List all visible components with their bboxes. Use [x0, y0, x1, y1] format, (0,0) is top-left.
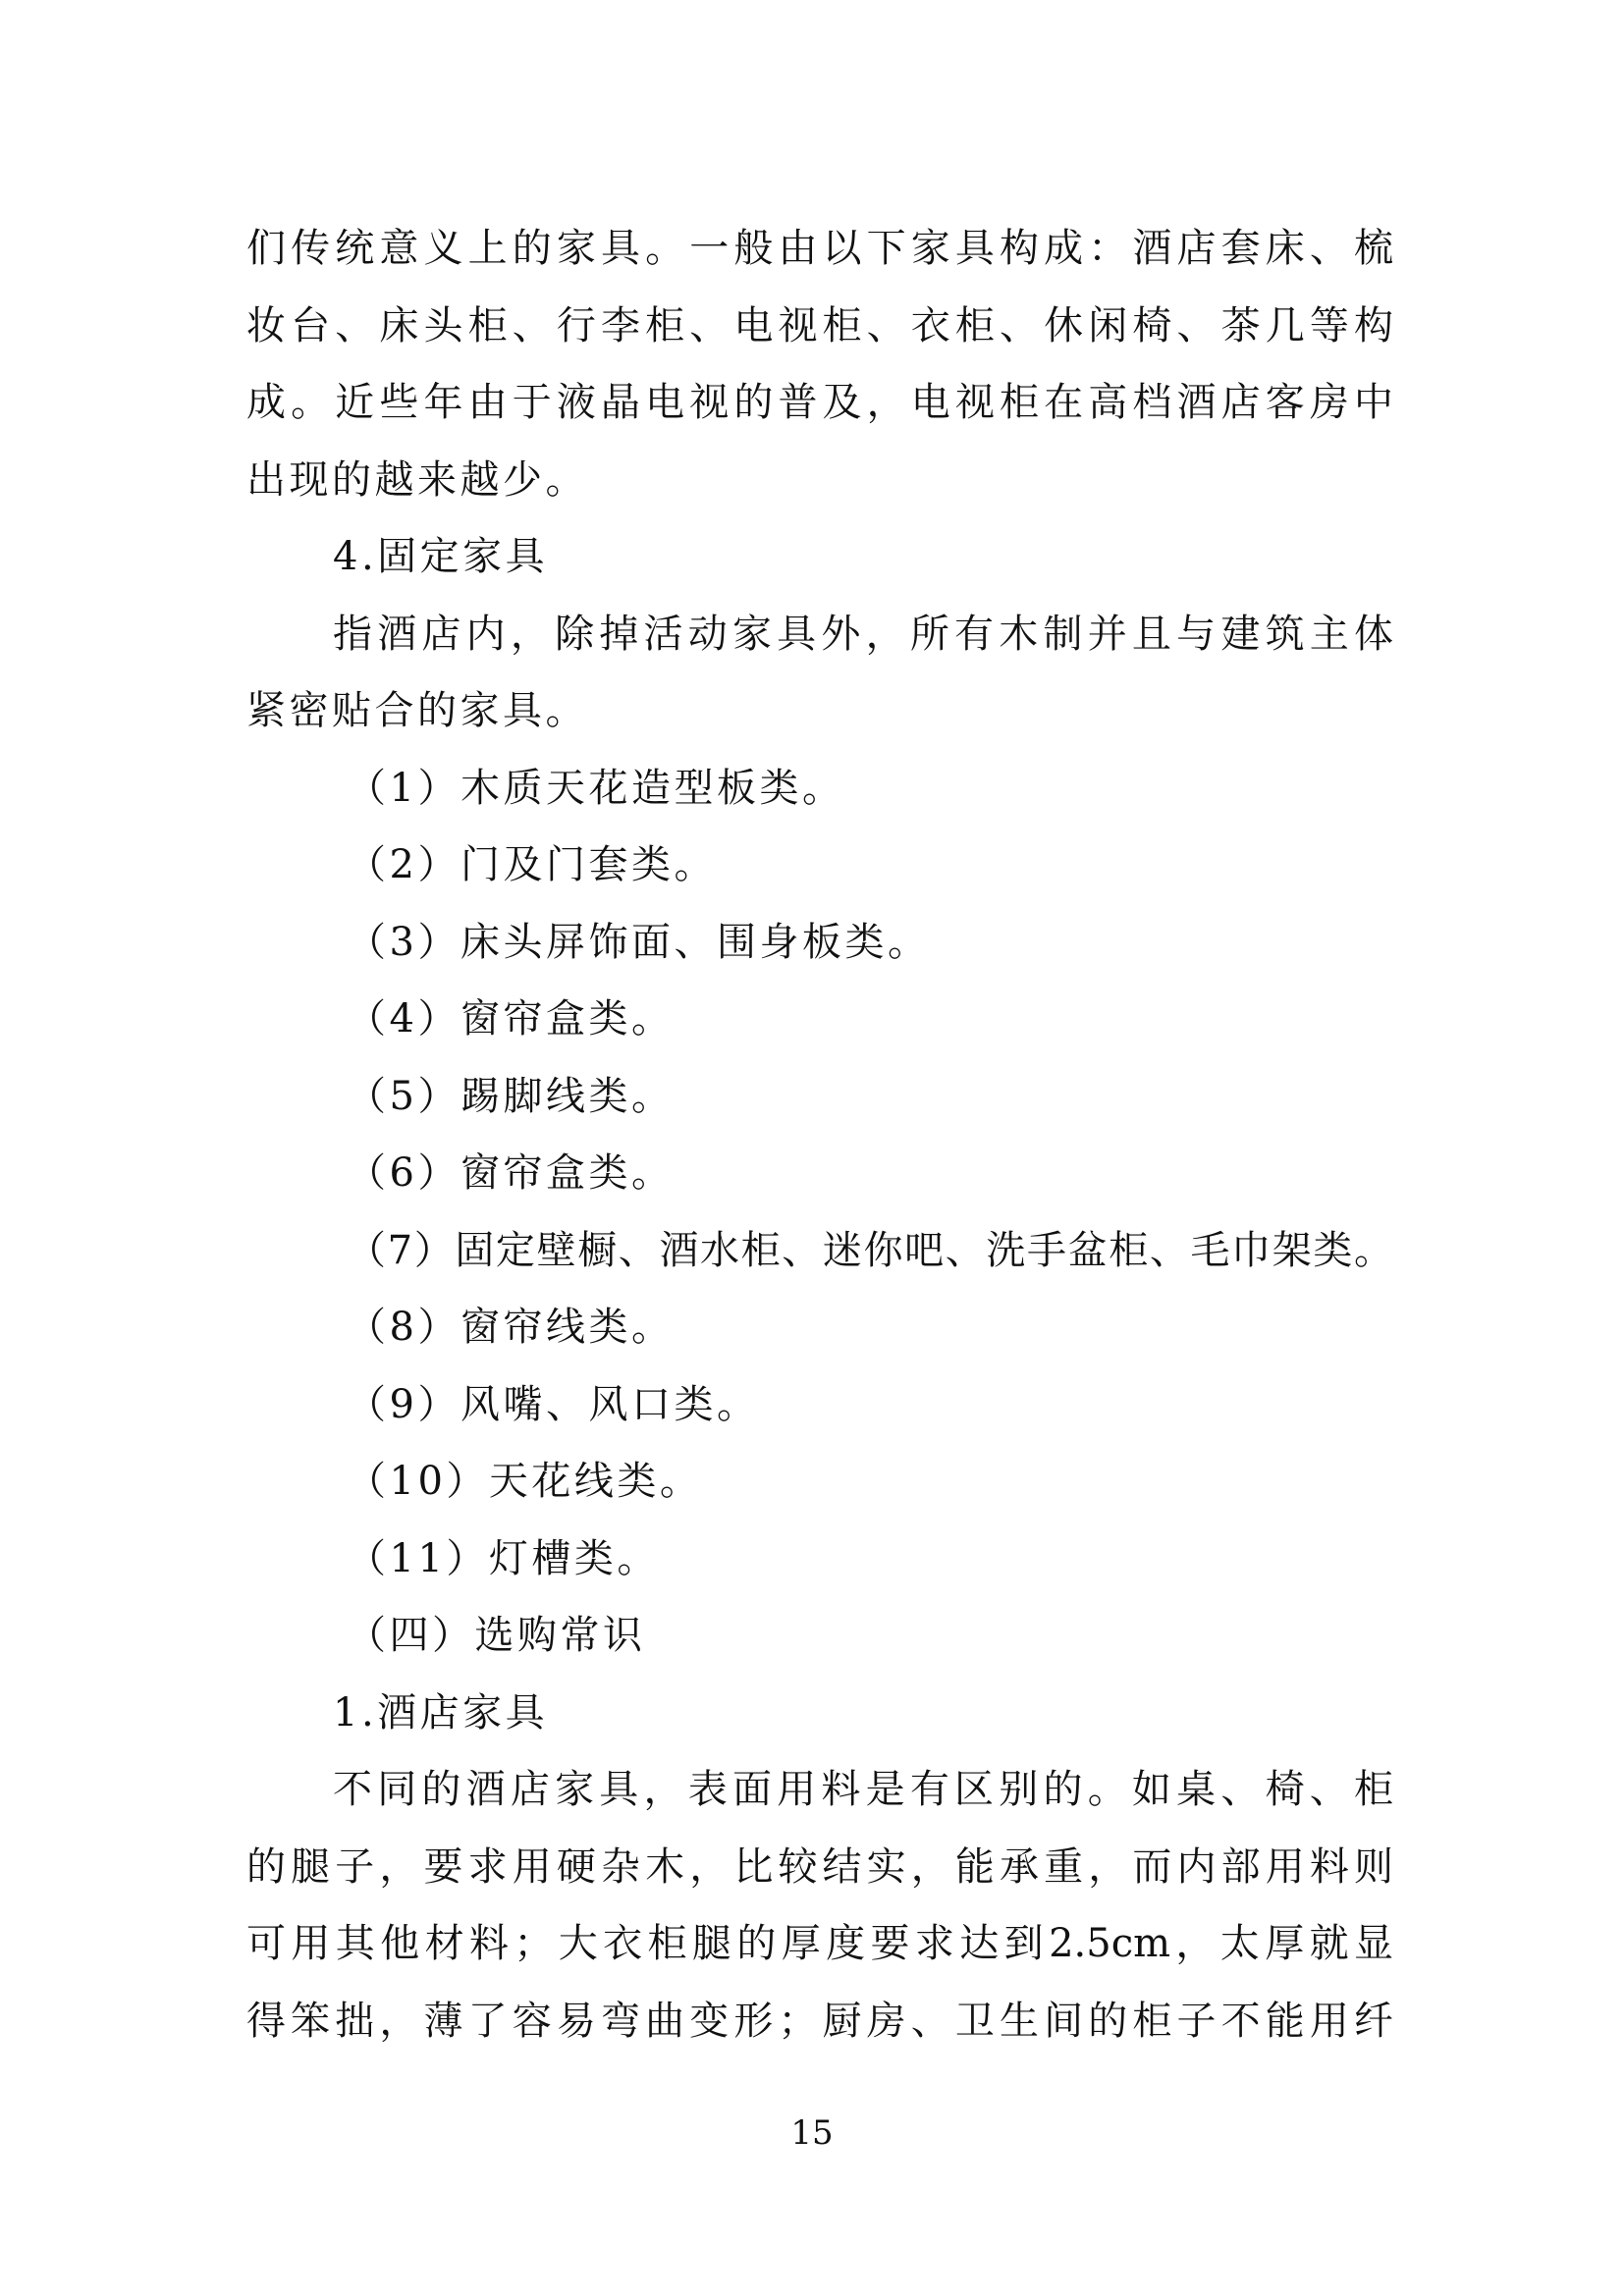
paragraph-line: 们传统意义上的家具。一般由以下家具构成：酒店套床、梳	[246, 226, 1393, 271]
paragraph-line: 的腿子，要求用硬杂木，比较结实，能承重，而内部用料则	[246, 1843, 1393, 1890]
list-item: （6）窗帘盒类。	[347, 1150, 675, 1196]
body-text	[246, 210, 1393, 2059]
list-item: （7）固定壁橱、酒水柜、迷你吧、洗手盆柜、毛巾架类。	[347, 1227, 1393, 1273]
paragraph-line: 妆台、床头柜、行李柜、电视柜、衣柜、休闲椅、茶几等构	[246, 302, 1393, 348]
paragraph-line: 不同的酒店家具，表面用料是有区别的。如桌、椅、柜	[333, 1767, 1393, 1812]
paragraph-line: 可用其他材料；大衣柜腿的厚度要求达到2.5cm，太厚就显	[246, 1921, 1393, 1966]
list-item: （4）窗帘盒类。	[347, 996, 675, 1041]
paragraph-line: 成。近些年由于液晶电视的普及，电视柜在高档酒店客房中	[246, 380, 1393, 425]
list-item: （11）灯槽类。	[347, 1535, 660, 1581]
section-heading: 4.固定家具	[333, 534, 549, 579]
list-item: （5）踢脚线类。	[347, 1073, 675, 1119]
paragraph-line: 指酒店内，除掉活动家具外，所有木制并且与建筑主体	[333, 611, 1393, 657]
list-item: （2）门及门套类。	[347, 842, 717, 887]
list-item: （9）风嘴、风口类。	[347, 1381, 760, 1427]
list-item: （3）床头屏饰面、围身板类。	[347, 919, 931, 965]
paragraph-line: 出现的越来越少。	[246, 456, 588, 503]
paragraph-line: 得笨拙，薄了容易弯曲变形；厨房、卫生间的柜子不能用纤	[246, 1998, 1393, 2044]
section-heading: 1.酒店家具	[333, 1689, 549, 1735]
list-item: （10）天花线类。	[347, 1459, 703, 1504]
paragraph-line: 紧密贴合的家具。	[246, 688, 588, 733]
list-item: （8）窗帘线类。	[347, 1305, 675, 1350]
page-number: 15	[790, 2113, 834, 2153]
list-item: （1）木质天花造型板类。	[347, 765, 845, 811]
section-heading: （四）选购常识	[347, 1613, 646, 1658]
